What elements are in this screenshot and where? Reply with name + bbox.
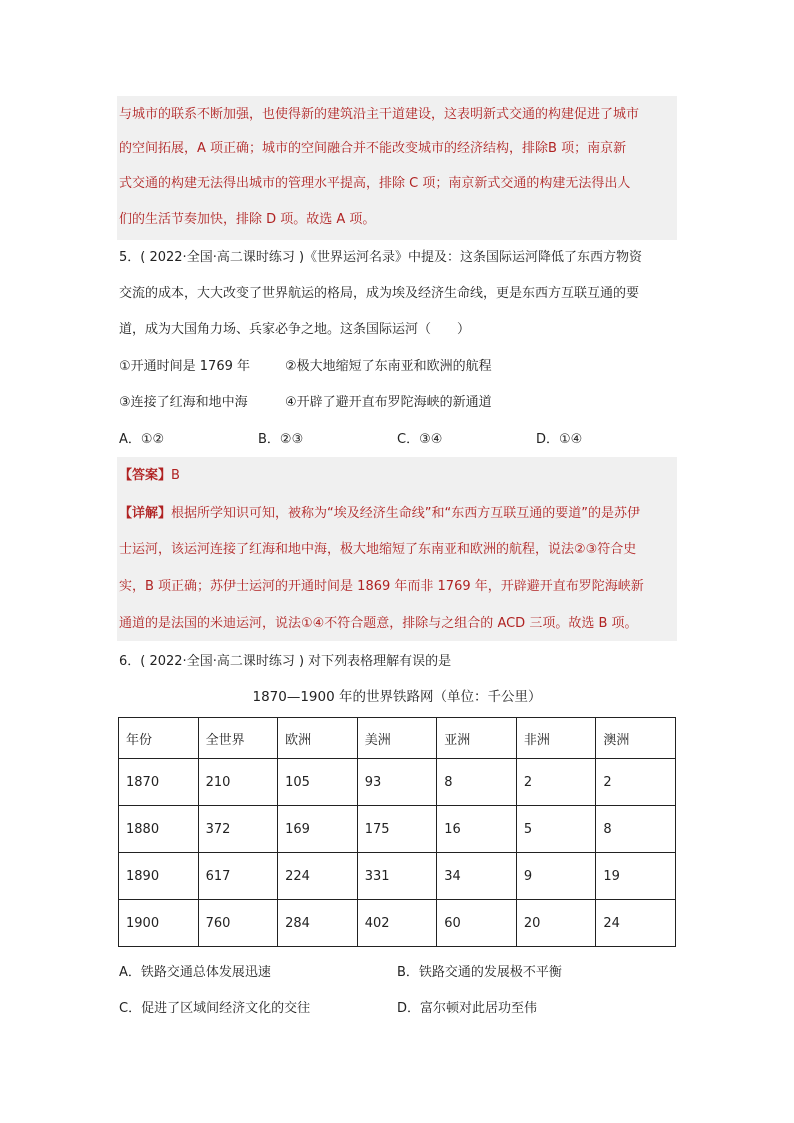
table-cell: 2	[516, 759, 596, 806]
table-cell: 210	[198, 759, 278, 806]
option-c[interactable]: C．促进了区域间经济文化的交往	[119, 1001, 311, 1016]
table-cell: 1870	[119, 759, 199, 806]
option-b[interactable]: B．铁路交通的发展极不平衡	[397, 965, 562, 980]
answer-line	[119, 464, 180, 483]
statement-1: ①开通时间是 1769 年	[119, 359, 251, 374]
detail-line: 通道的是法国的米迪运河，说法①④不符合题意，排除与之组合的 ACD 三项。故选 B 项。	[119, 616, 638, 631]
table-title: 1870—1900 年的世界铁路网（单位：千公里）	[252, 689, 542, 705]
table-cell: 34	[437, 853, 517, 900]
table-cell: 402	[357, 900, 437, 947]
table-cell: 19	[596, 853, 676, 900]
question-stem: 交流的成本，大大改变了世界航运的格局，成为埃及经济生命线，更是东西方互联互通的要	[119, 286, 640, 301]
detail-line: 实，B 项正确；苏伊士运河的开通时间是 1869 年而非 1769 年，开辟避开直布罗陀海峡新	[119, 579, 644, 594]
header-cell: 美洲	[357, 718, 437, 759]
table-row	[119, 759, 676, 806]
question-stem: 道，成为大国角力场、兵家必争之地。这条国际运河（ ）	[119, 322, 471, 337]
table-cell: 284	[278, 900, 358, 947]
table-cell: 9	[516, 853, 596, 900]
detail-line: 士运河，该运河连接了红海和地中海，极大地缩短了东南亚和欧洲的航程，说法②③符合史	[119, 542, 637, 557]
statement-3: ③连接了红海和地中海	[119, 395, 248, 410]
table-cell: 2	[596, 759, 676, 806]
table-cell: 16	[437, 806, 517, 853]
table-cell: 1900	[119, 900, 199, 947]
detail-tag: 【详解】	[119, 506, 172, 521]
explanation-line: 们的生活节奏加快，排除 D 项。故选 A 项。	[119, 212, 376, 227]
table-header-row	[119, 718, 676, 759]
table-cell: 175	[357, 806, 437, 853]
statement-2: ②极大地缩短了东南亚和欧洲的航程	[285, 359, 492, 374]
header-cell: 澳洲	[596, 718, 676, 759]
table-cell: 93	[357, 759, 437, 806]
header-cell: 亚洲	[437, 718, 517, 759]
header-cell: 非洲	[516, 718, 596, 759]
table-cell: 20	[516, 900, 596, 947]
header-cell: 全世界	[198, 718, 278, 759]
answer-value: B	[171, 468, 180, 483]
statement-4: ④开辟了避开直布罗陀海峡的新通道	[285, 395, 492, 410]
table-cell: 8	[437, 759, 517, 806]
question-stem: 6．( 2022·全国·高二课时练习 ) 对下列表格理解有误的是	[119, 654, 452, 669]
header-cell: 欧洲	[278, 718, 358, 759]
table-row	[119, 853, 676, 900]
option-a[interactable]: A．铁路交通总体发展迅速	[119, 965, 271, 980]
table-cell: 60	[437, 900, 517, 947]
answer-tag: 【答案】	[119, 468, 172, 483]
explanation-line: 式交通的构建无法得出城市的管理水平提高，排除 C 项；南京新式交通的构建无法得出人	[119, 176, 631, 191]
option-a[interactable]: A．①②	[119, 432, 165, 447]
detail-text: 根据所学知识可知，被称为“埃及经济生命线”和“东西方互联互通的要道”的是苏伊	[171, 506, 640, 521]
detail-line	[119, 502, 640, 521]
table-cell: 760	[198, 900, 278, 947]
table-cell: 617	[198, 853, 278, 900]
table-cell: 1890	[119, 853, 199, 900]
question-stem: 5．( 2022·全国·高二课时练习 )《世界运河名录》中提及：这条国际运河降低了东西方物资	[119, 250, 643, 265]
option-d[interactable]: D．①④	[536, 432, 583, 447]
explanation-line: 的空间拓展，A 项正确；城市的空间融合并不能改变城市的经济结构，排除B 项；南京新	[119, 141, 627, 156]
table-row	[119, 806, 676, 853]
table-cell: 372	[198, 806, 278, 853]
table-cell: 24	[596, 900, 676, 947]
table-row	[119, 900, 676, 947]
table-cell: 224	[278, 853, 358, 900]
table-cell: 105	[278, 759, 358, 806]
table-cell: 8	[596, 806, 676, 853]
railway-table	[118, 717, 676, 947]
header-cell: 年份	[119, 718, 199, 759]
table-cell: 169	[278, 806, 358, 853]
table-cell: 331	[357, 853, 437, 900]
option-b[interactable]: B．②③	[258, 432, 304, 447]
table-cell: 1880	[119, 806, 199, 853]
option-d[interactable]: D．富尔顿对此居功至伟	[397, 1001, 538, 1016]
option-c[interactable]: C．③④	[397, 432, 443, 447]
table-cell: 5	[516, 806, 596, 853]
explanation-line: 与城市的联系不断加强，也使得新的建筑沿主干道建设，这表明新式交通的构建促进了城市	[119, 107, 640, 122]
